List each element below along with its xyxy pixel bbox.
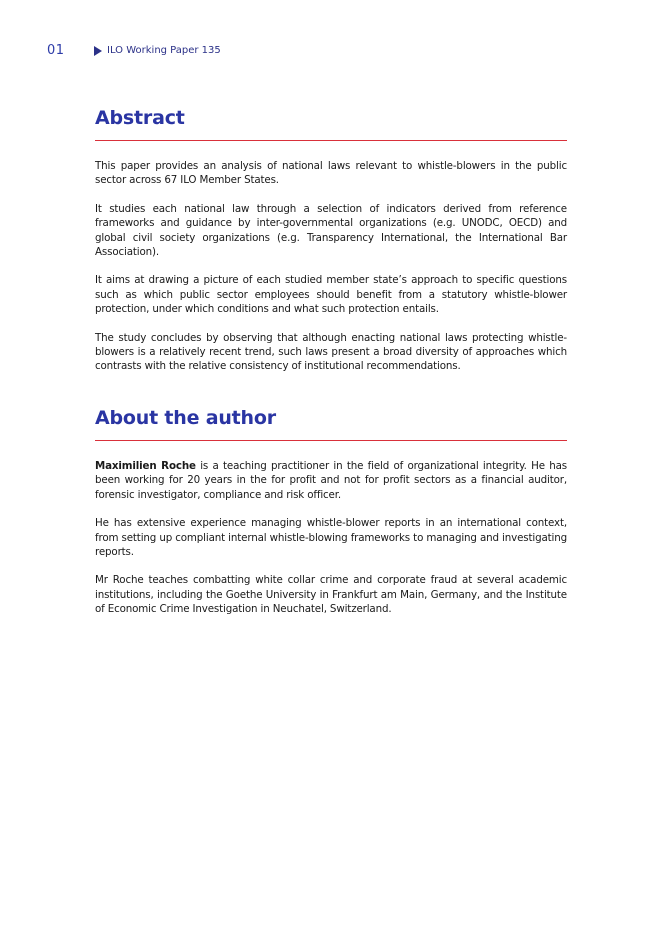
author-bio-paragraph: Mr Roche teaches combatting white collar crime and corporate fraud at several academic institutions, including the Goethe University in Frankfurt am Main, Germany, and the Institute of Economic Crime Investigation in Neuchatel, Switzerland.	[95, 574, 567, 616]
author-bio-paragraph: He has extensive experience managing whistle-blower reports in an international context, from setting up compliant internal whistle-blowing frameworks to managing and investigating reports.	[95, 517, 567, 559]
abstract-paragraph: It aims at drawing a picture of each studied member state’s approach to specific questions such as which public sector employees should benefit from a statutory whistle-blower protection, under which conditions and what such protection entails.	[95, 274, 567, 316]
author-name: Maximilien Roche	[95, 460, 196, 472]
section-divider	[95, 140, 567, 141]
abstract-paragraph: It studies each national law through a selection of indicators derived from reference frameworks and guidance by inter-governmental organizations (e.g. UNODC, OECD) and global civil society organizations (e.g. Transparency International, the International Bar Association).	[95, 202, 567, 259]
author-bio-paragraph	[95, 459, 567, 502]
running-title-text: ILO Working Paper 135	[107, 45, 221, 56]
page-number: 01	[47, 43, 65, 58]
abstract-section	[95, 106, 567, 374]
about-author-section	[95, 406, 567, 617]
triangle-right-icon	[94, 46, 102, 56]
running-title	[94, 44, 221, 58]
abstract-paragraph: The study concludes by observing that although enacting national laws protecting whistle-blowers is a relatively recent trend, such laws present a broad diversity of approaches which contrasts with the relative consistency of institutional recommendations.	[95, 331, 567, 373]
page-header	[0, 43, 662, 61]
about-author-heading: About the author	[95, 407, 276, 429]
section-divider	[95, 440, 567, 441]
abstract-paragraph: This paper provides an analysis of national laws relevant to whistle-blowers in the public sector across 67 ILO Member States.	[95, 160, 567, 187]
abstract-heading: Abstract	[95, 107, 185, 129]
author-bio-text: is a teaching practitioner in the field of organizational integrity. He has been working for 20 years in the for profit and not for profit sectors as a financial auditor, forensic investigator, compliance and risk officer.	[95, 460, 567, 501]
